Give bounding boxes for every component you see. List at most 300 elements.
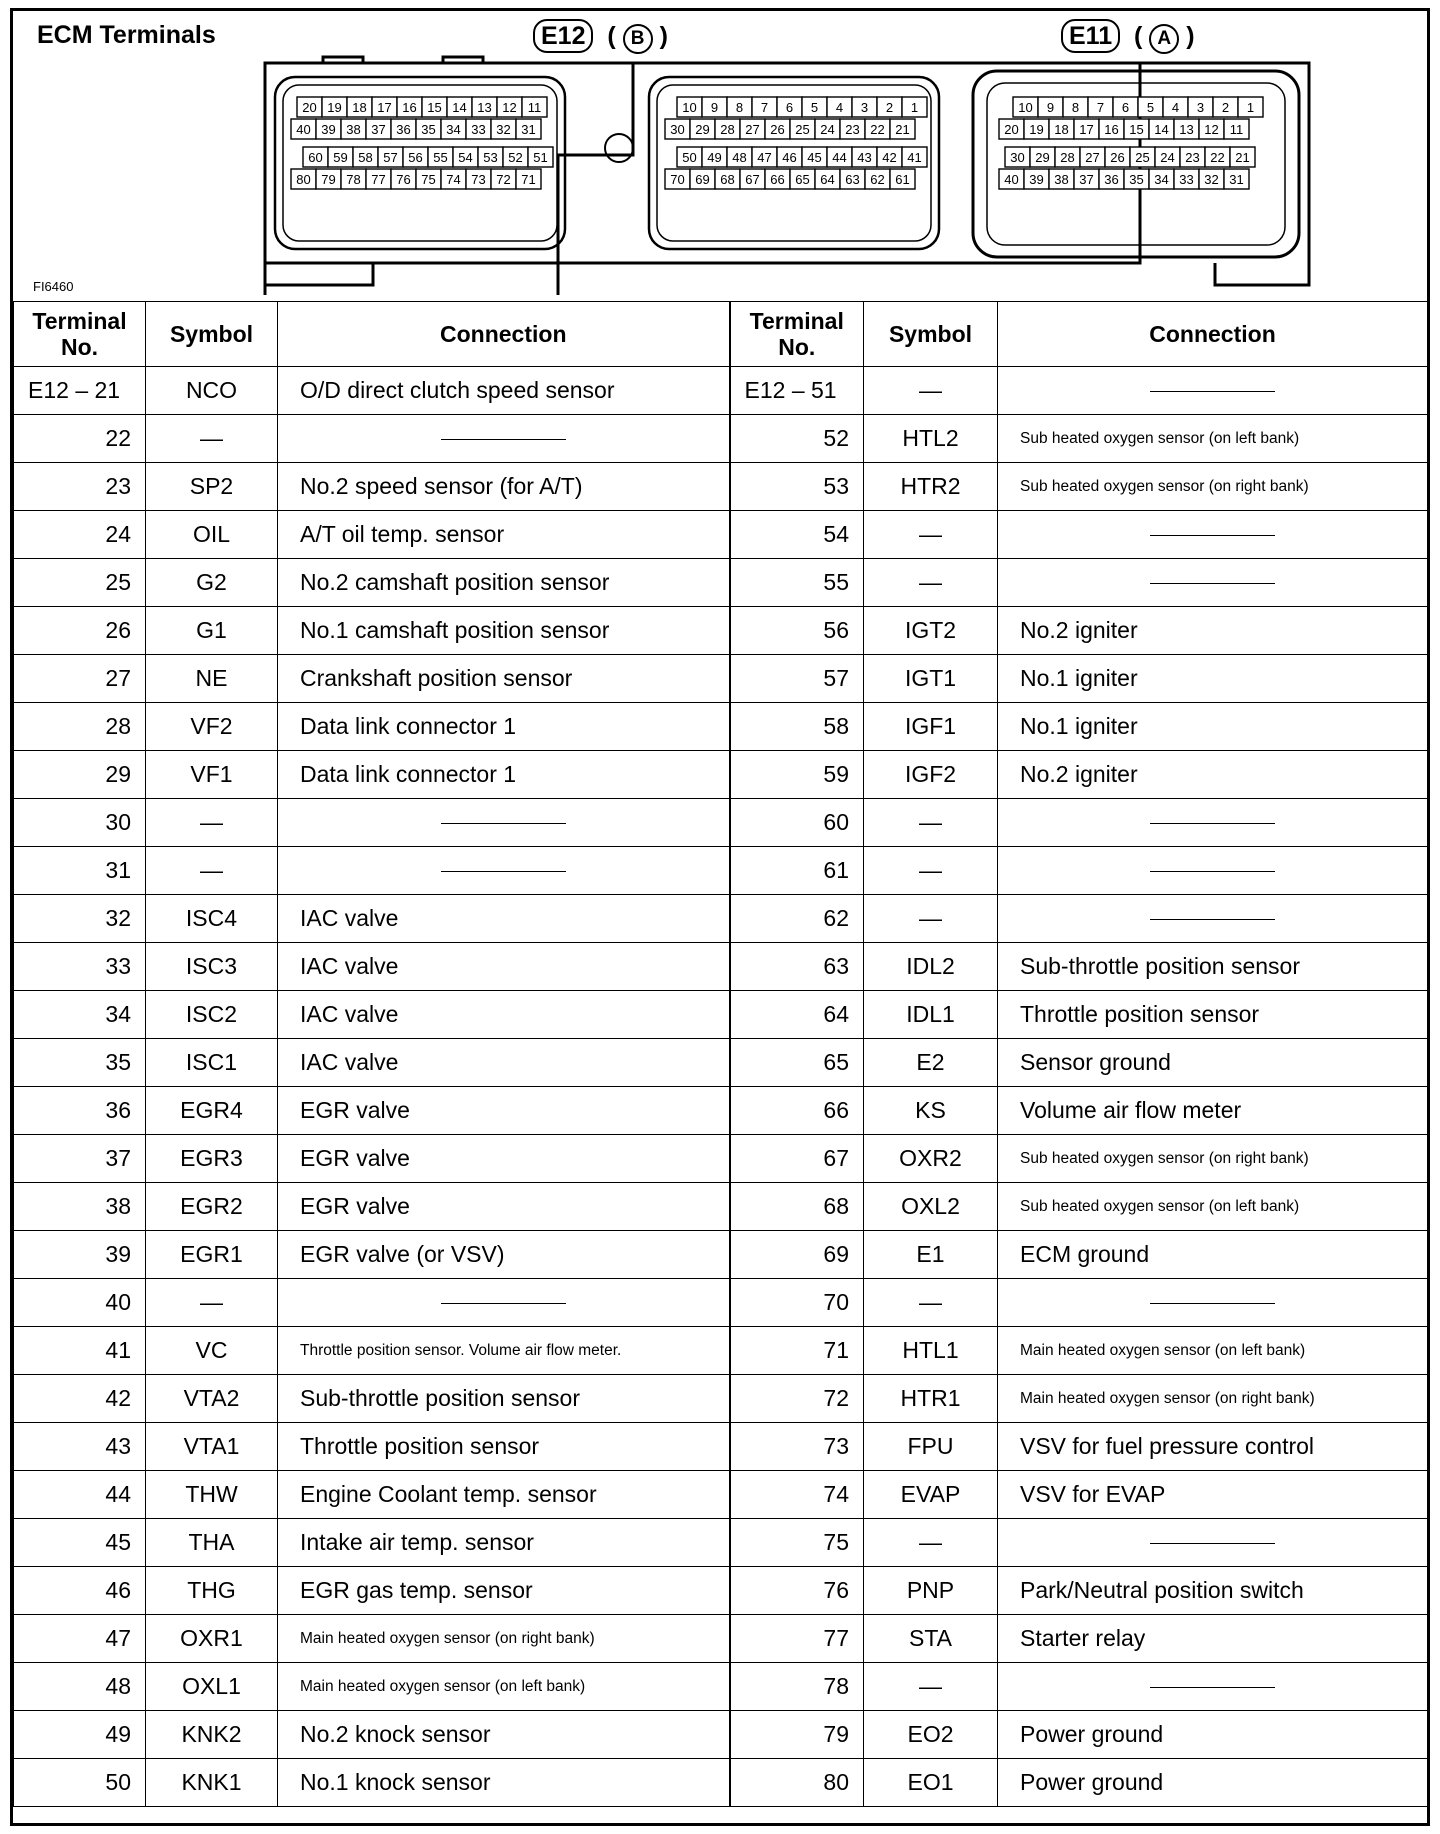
pin-number: 19 [327, 100, 342, 115]
pin-number: 8 [735, 100, 744, 115]
pin-number: 72 [496, 172, 511, 187]
pin-number: 16 [402, 100, 417, 115]
terminal-symbol: — [146, 1279, 278, 1327]
terminal-number: 42 [14, 1375, 146, 1423]
terminal-symbol: EVAP [864, 1471, 998, 1519]
terminal-connection-empty [998, 1279, 1428, 1327]
terminal-connection: No.1 igniter [998, 655, 1428, 703]
pin-number: 11 [527, 100, 542, 115]
terminal-number: 46 [14, 1567, 146, 1615]
pin-number: 63 [845, 172, 860, 187]
pin-number: 45 [807, 150, 822, 165]
terminal-symbol: IDL2 [864, 943, 998, 991]
pin-number: 27 [1085, 150, 1100, 165]
terminal-number: 41 [14, 1327, 146, 1375]
pin-number: 7 [1096, 100, 1105, 115]
terminal-number: 45 [14, 1519, 146, 1567]
terminal-symbol: KNK2 [146, 1711, 278, 1759]
terminal-connection: VSV for EVAP [998, 1471, 1428, 1519]
terminal-connection: Park/Neutral position switch [998, 1567, 1428, 1615]
pin-number: 75 [421, 172, 436, 187]
terminal-number: E12 – 51 [730, 367, 864, 415]
terminal-symbol: NE [146, 655, 278, 703]
table-row [14, 1759, 1428, 1807]
terminal-symbol: OXR1 [146, 1615, 278, 1663]
terminal-symbol: IGF1 [864, 703, 998, 751]
blank-dash-line [441, 823, 566, 824]
terminal-symbol: — [864, 1663, 998, 1711]
terminal-symbol: — [146, 415, 278, 463]
pin-number: 78 [346, 172, 361, 187]
pin-number: 17 [1079, 122, 1094, 137]
pin-number: 22 [870, 122, 885, 137]
terminal-symbol: FPU [864, 1423, 998, 1471]
blank-dash-line [1150, 1687, 1275, 1688]
pin-number: 71 [521, 172, 536, 187]
terminal-number: 72 [730, 1375, 864, 1423]
terminal-connection: Starter relay [998, 1615, 1428, 1663]
pin-number: 25 [1135, 150, 1150, 165]
terminal-symbol: — [864, 1519, 998, 1567]
terminal-symbol: OXR2 [864, 1135, 998, 1183]
pin-number: 58 [358, 150, 373, 165]
table-row [14, 847, 1428, 895]
pin-number: 57 [383, 150, 398, 165]
terminal-number: 70 [730, 1279, 864, 1327]
pin-number: 18 [1054, 122, 1069, 137]
ecm-connector-drawing [253, 55, 1313, 295]
pin-number: 4 [835, 100, 844, 115]
pin-number: 46 [782, 150, 797, 165]
terminal-number: 37 [14, 1135, 146, 1183]
pin-number: 11 [1229, 122, 1244, 137]
terminal-connection-empty [998, 559, 1428, 607]
terminal-connection: VSV for fuel pressure control [998, 1423, 1428, 1471]
terminal-symbol: IGF2 [864, 751, 998, 799]
pin-number: 27 [745, 122, 760, 137]
terminal-number: 25 [14, 559, 146, 607]
terminal-connection: No.1 camshaft position sensor [278, 607, 730, 655]
table-row [14, 559, 1428, 607]
pin-number: 79 [321, 172, 336, 187]
terminal-symbol: VTA2 [146, 1375, 278, 1423]
terminal-connection-empty [278, 799, 730, 847]
pin-number: 4 [1171, 100, 1180, 115]
terminal-symbol: — [146, 799, 278, 847]
terminal-symbol: EGR1 [146, 1231, 278, 1279]
pin-number: 35 [421, 122, 436, 137]
pin-number: 20 [302, 100, 317, 115]
connector-b-letter: B [623, 24, 653, 54]
terminal-number: 63 [730, 943, 864, 991]
pin-number: 59 [333, 150, 348, 165]
table-row [14, 1087, 1428, 1135]
pin-number: 1 [1246, 100, 1255, 115]
pin-number: 60 [308, 150, 323, 165]
terminal-symbol: G1 [146, 607, 278, 655]
pin-number: 30 [670, 122, 685, 137]
table-row [14, 1375, 1428, 1423]
terminal-number: 24 [14, 511, 146, 559]
blank-dash-line [1150, 823, 1275, 824]
table-row [14, 751, 1428, 799]
pin-number: 74 [446, 172, 461, 187]
blank-dash-line [1150, 535, 1275, 536]
terminal-table-body [14, 367, 1428, 1807]
blank-dash-line [441, 439, 566, 440]
terminal-connection: O/D direct clutch speed sensor [278, 367, 730, 415]
terminal-symbol: — [864, 559, 998, 607]
terminal-number: 65 [730, 1039, 864, 1087]
table-row [14, 463, 1428, 511]
connector-a-id: E11 [1061, 19, 1120, 53]
terminal-number: 32 [14, 895, 146, 943]
pin-number: 28 [1060, 150, 1075, 165]
table-row [14, 991, 1428, 1039]
terminal-number: 36 [14, 1087, 146, 1135]
terminal-number: 64 [730, 991, 864, 1039]
terminal-number: 50 [14, 1759, 146, 1807]
terminal-symbol: PNP [864, 1567, 998, 1615]
header-connection-left: Connection [278, 302, 730, 367]
pin-number: 28 [720, 122, 735, 137]
pin-number: 66 [770, 172, 785, 187]
pin-number: 32 [496, 122, 511, 137]
pin-number: 36 [1104, 172, 1119, 187]
table-row [14, 943, 1428, 991]
pin-number: 37 [371, 122, 386, 137]
terminal-symbol: THG [146, 1567, 278, 1615]
pin-number: 10 [682, 100, 697, 115]
pin-number: 38 [1054, 172, 1069, 187]
terminal-symbol: STA [864, 1615, 998, 1663]
pin-number: 26 [770, 122, 785, 137]
terminal-connection: No.1 igniter [998, 703, 1428, 751]
table-row [14, 1039, 1428, 1087]
terminal-connection: No.2 igniter [998, 607, 1428, 655]
terminal-symbol: ISC2 [146, 991, 278, 1039]
pin-number: 47 [757, 150, 772, 165]
terminal-number: 67 [730, 1135, 864, 1183]
terminal-connection-empty [278, 415, 730, 463]
terminal-symbol: E2 [864, 1039, 998, 1087]
pin-number: 34 [446, 122, 461, 137]
terminal-number: 59 [730, 751, 864, 799]
terminal-symbol: NCO [146, 367, 278, 415]
pin-number: 65 [795, 172, 810, 187]
pin-number: 10 [1018, 100, 1033, 115]
terminal-connection: Main heated oxygen sensor (on left bank) [998, 1327, 1428, 1375]
header-connection-right: Connection [998, 302, 1428, 367]
table-row [14, 367, 1428, 415]
pin-number: 15 [1129, 122, 1144, 137]
pin-number: 40 [296, 122, 311, 137]
terminal-connection: No.2 igniter [998, 751, 1428, 799]
terminal-connection-empty [998, 367, 1428, 415]
terminal-connection: Power ground [998, 1759, 1428, 1807]
terminal-number: 31 [14, 847, 146, 895]
terminal-number: 61 [730, 847, 864, 895]
pin-number: 24 [1160, 150, 1175, 165]
terminal-number: 75 [730, 1519, 864, 1567]
terminal-number: 26 [14, 607, 146, 655]
pin-number: 39 [321, 122, 336, 137]
figure-code: FI6460 [33, 279, 74, 294]
terminal-number: 33 [14, 943, 146, 991]
terminal-symbol: — [864, 895, 998, 943]
terminal-symbol: — [146, 847, 278, 895]
terminal-symbol: KNK1 [146, 1759, 278, 1807]
pin-number: 38 [346, 122, 361, 137]
terminal-number: 30 [14, 799, 146, 847]
terminal-number: 69 [730, 1231, 864, 1279]
terminal-symbol: EO1 [864, 1759, 998, 1807]
terminal-number: 80 [730, 1759, 864, 1807]
terminal-number: 48 [14, 1663, 146, 1711]
table-row [14, 703, 1428, 751]
table-row [14, 1327, 1428, 1375]
pin-number: 30 [1010, 150, 1025, 165]
pin-number: 22 [1210, 150, 1225, 165]
terminal-connection-empty [998, 895, 1428, 943]
pin-number: 50 [682, 150, 697, 165]
terminal-number: 57 [730, 655, 864, 703]
terminal-connection: Engine Coolant temp. sensor [278, 1471, 730, 1519]
terminal-symbol: OIL [146, 511, 278, 559]
terminal-number: 58 [730, 703, 864, 751]
pin-number: 3 [1196, 100, 1205, 115]
terminal-connection: Main heated oxygen sensor (on left bank) [278, 1663, 730, 1711]
table-row [14, 799, 1428, 847]
pin-number: 25 [795, 122, 810, 137]
pin-number: 39 [1029, 172, 1044, 187]
pin-number: 20 [1004, 122, 1019, 137]
terminal-connection: EGR gas temp. sensor [278, 1567, 730, 1615]
pin-number: 13 [477, 100, 492, 115]
terminal-number: 53 [730, 463, 864, 511]
blank-dash-line [1150, 1543, 1275, 1544]
table-row [14, 511, 1428, 559]
pin-grid [291, 97, 1263, 189]
pin-number: 67 [745, 172, 760, 187]
pin-number: 15 [427, 100, 442, 115]
pin-number: 8 [1071, 100, 1080, 115]
pin-number: 5 [810, 100, 819, 115]
pin-number: 55 [433, 150, 448, 165]
pin-number: 29 [1035, 150, 1050, 165]
terminal-symbol: VC [146, 1327, 278, 1375]
pin-number: 42 [882, 150, 897, 165]
terminal-connection: No.2 speed sensor (for A/T) [278, 463, 730, 511]
terminal-connection: Data link connector 1 [278, 751, 730, 799]
terminal-symbol: IGT1 [864, 655, 998, 703]
pin-number: 17 [377, 100, 392, 115]
table-row [14, 1135, 1428, 1183]
table-row [14, 415, 1428, 463]
pin-number: 34 [1154, 172, 1169, 187]
terminal-table [13, 301, 1428, 1807]
terminal-number: 39 [14, 1231, 146, 1279]
terminal-symbol: IGT2 [864, 607, 998, 655]
header-symbol-right: Symbol [864, 302, 998, 367]
terminal-symbol: E1 [864, 1231, 998, 1279]
pin-number: 48 [732, 150, 747, 165]
pin-number: 32 [1204, 172, 1219, 187]
terminal-connection: IAC valve [278, 943, 730, 991]
terminal-connection: No.1 knock sensor [278, 1759, 730, 1807]
terminal-symbol: SP2 [146, 463, 278, 511]
terminal-symbol: HTL1 [864, 1327, 998, 1375]
terminal-number: 68 [730, 1183, 864, 1231]
terminal-connection: Power ground [998, 1711, 1428, 1759]
terminal-symbol: EO2 [864, 1711, 998, 1759]
terminal-symbol: ISC4 [146, 895, 278, 943]
terminal-number: 56 [730, 607, 864, 655]
terminal-symbol: VF2 [146, 703, 278, 751]
terminal-number: 44 [14, 1471, 146, 1519]
pin-number: 76 [396, 172, 411, 187]
pin-number: 6 [1121, 100, 1130, 115]
terminal-connection: Sub-throttle position sensor [278, 1375, 730, 1423]
terminal-connection: Sub-throttle position sensor [998, 943, 1428, 991]
table-row [14, 607, 1428, 655]
terminal-connection: IAC valve [278, 991, 730, 1039]
terminal-number: 78 [730, 1663, 864, 1711]
terminal-symbol: EGR2 [146, 1183, 278, 1231]
pin-number: 19 [1029, 122, 1044, 137]
pin-number: 51 [533, 150, 548, 165]
pin-number: 70 [670, 172, 685, 187]
terminal-symbol: — [864, 847, 998, 895]
terminal-connection: Sub heated oxygen sensor (on left bank) [998, 415, 1428, 463]
table-row [14, 1183, 1428, 1231]
terminal-number: 52 [730, 415, 864, 463]
ecm-terminal-sheet [10, 8, 1430, 1826]
pin-number: 5 [1146, 100, 1155, 115]
blank-dash-line [441, 1303, 566, 1304]
terminal-number: 27 [14, 655, 146, 703]
terminal-number: 40 [14, 1279, 146, 1327]
terminal-number: 35 [14, 1039, 146, 1087]
terminal-number: 47 [14, 1615, 146, 1663]
pin-number: 14 [452, 100, 467, 115]
pin-number: 13 [1179, 122, 1194, 137]
connector-diagram-area [13, 11, 1427, 301]
terminal-symbol: THA [146, 1519, 278, 1567]
pin-number: 33 [471, 122, 486, 137]
pin-number: 21 [1235, 150, 1250, 165]
pin-number: 21 [895, 122, 910, 137]
header-terminal-right: Terminal No. [730, 302, 864, 367]
terminal-symbol: HTR2 [864, 463, 998, 511]
terminal-connection-empty [998, 1663, 1428, 1711]
terminal-symbol: — [864, 367, 998, 415]
terminal-connection: Intake air temp. sensor [278, 1519, 730, 1567]
pin-number: 16 [1104, 122, 1119, 137]
pin-number: 12 [502, 100, 517, 115]
table-row [14, 1471, 1428, 1519]
terminal-connection: EGR valve [278, 1087, 730, 1135]
terminal-connection: Sub heated oxygen sensor (on right bank) [998, 1135, 1428, 1183]
terminal-connection: No.2 camshaft position sensor [278, 559, 730, 607]
terminal-number: 60 [730, 799, 864, 847]
blank-dash-line [1150, 391, 1275, 392]
terminal-connection: IAC valve [278, 895, 730, 943]
terminal-number: 28 [14, 703, 146, 751]
pin-number: 3 [860, 100, 869, 115]
terminal-number: 71 [730, 1327, 864, 1375]
pin-number: 53 [483, 150, 498, 165]
pin-number: 33 [1179, 172, 1194, 187]
pin-number: 2 [1221, 100, 1230, 115]
table-row [14, 655, 1428, 703]
blank-dash-line [1150, 871, 1275, 872]
terminal-number: 23 [14, 463, 146, 511]
table-row [14, 1231, 1428, 1279]
pin-number: 18 [352, 100, 367, 115]
terminal-connection: EGR valve [278, 1135, 730, 1183]
header-symbol-left: Symbol [146, 302, 278, 367]
terminal-connection: IAC valve [278, 1039, 730, 1087]
pin-number: 36 [396, 122, 411, 137]
terminal-connection-empty [998, 799, 1428, 847]
pin-number: 37 [1079, 172, 1094, 187]
blank-dash-line [1150, 583, 1275, 584]
pin-number: 7 [760, 100, 769, 115]
pin-number: 49 [707, 150, 722, 165]
terminal-connection: Sub heated oxygen sensor (on right bank) [998, 463, 1428, 511]
pin-number: 9 [1046, 100, 1055, 115]
terminal-symbol: ISC3 [146, 943, 278, 991]
table-header-row [14, 302, 1428, 367]
terminal-connection-empty [278, 1279, 730, 1327]
terminal-symbol: KS [864, 1087, 998, 1135]
table-row [14, 1279, 1428, 1327]
terminal-connection: Sub heated oxygen sensor (on left bank) [998, 1183, 1428, 1231]
pin-number: 56 [408, 150, 423, 165]
terminal-number: 55 [730, 559, 864, 607]
terminal-number: 74 [730, 1471, 864, 1519]
pin-number: 1 [910, 100, 919, 115]
terminal-symbol: — [864, 511, 998, 559]
pin-number: 14 [1154, 122, 1169, 137]
table-row [14, 895, 1428, 943]
pin-number: 40 [1004, 172, 1019, 187]
blank-dash-line [1150, 919, 1275, 920]
pin-number: 6 [785, 100, 794, 115]
pin-number: 43 [857, 150, 872, 165]
pin-number: 64 [820, 172, 835, 187]
terminal-symbol: — [864, 1279, 998, 1327]
connector-b-label: E12 ( B ) [533, 19, 668, 54]
terminal-symbol: OXL2 [864, 1183, 998, 1231]
terminal-symbol: OXL1 [146, 1663, 278, 1711]
pin-number: 77 [371, 172, 386, 187]
terminal-number: 49 [14, 1711, 146, 1759]
terminal-connection: Crankshaft position sensor [278, 655, 730, 703]
pin-number: 41 [907, 150, 922, 165]
terminal-number: E12 – 21 [14, 367, 146, 415]
table-row [14, 1519, 1428, 1567]
table-row [14, 1423, 1428, 1471]
terminal-connection-empty [998, 1519, 1428, 1567]
table-row [14, 1663, 1428, 1711]
terminal-connection: No.2 knock sensor [278, 1711, 730, 1759]
table-row [14, 1615, 1428, 1663]
pin-number: 12 [1204, 122, 1219, 137]
table-row [14, 1567, 1428, 1615]
blank-dash-line [441, 871, 566, 872]
